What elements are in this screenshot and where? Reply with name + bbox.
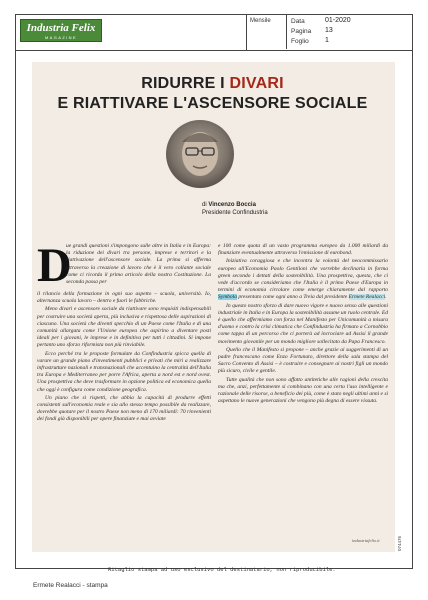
author-name: Vincenzo Boccia [208, 202, 256, 208]
side-code: 074476 [397, 536, 402, 552]
paragraph: Meno divari e ascensore sociale da riattivare sono requisiti indispensabili per costruire una società aperta, più inclusiva e rispettosa delle aspirazioni di ciascuno. Una società che diventi specchio di un Paese come l'Italia e di una comunità allargata come l'Unione europea che aspirino a diventare posti ideali per i giovani, le imprese e in definitiva per tutti i cittadini. Si impone pertanto uno sforzo riformista non più rinviabile. [37, 306, 211, 349]
author-role: Presidente Confindustria [202, 210, 268, 216]
highlight-symbola: Symbola [218, 294, 237, 301]
header-separator [246, 14, 247, 50]
paragraph-highlighted [218, 258, 388, 301]
paragraph: Ecco perché tra le proposte formulate da Confindustria spicca quella di varare un grande piano d'investimenti pubblici e privati che miri a realizzare infrastrutture nazionali e transnazionali che accentuino la centralità dell'Italia tra Europa e Mediterraneo per porre l'Africa, aperta a nord est e nord ovest. Una prospettiva che deve trasformare in opzione politica ed economica quella che oggi è configura come condizione geografica. [37, 350, 211, 393]
column-left [37, 291, 211, 425]
paragraph: il rilancio della formazione in ogni suo aspetto – scuola, università. Io, alternanza scuola lavoro – dentro e fuori le fabbriche. [37, 291, 211, 305]
clipping-disclaimer: Ritaglio stampa ad uso esclusivo del destinatario, non riproducibile. [108, 566, 336, 573]
paragraph: e 100 come quota di un vasto programma europeo da 1.000 miliardi da finanziare eventualmente attraverso l'emissione di eurobond. [218, 243, 388, 257]
text-run: Iniziativa coraggiosa e che incontra la volontà del neocommissario europeo all'Economia Paolo Gentiloni che vorrebbe declinarla in forma green secondo i dettati della sostenibilità. Una prospettiva, questa, che ci vede d'accordo se consideriamo che l'Italia è il primo Paese d'Europa in termini di economia circolare come emerge chiaramente dal rapporto [218, 258, 388, 294]
header-divider [15, 50, 413, 51]
text-run: . [385, 294, 387, 301]
paragraph: Quello che il Manifesto si propone – anche grazie ai suggerimenti di un padre francescano come Enzo Fortunato, direttore della sala stampa del Sacro Convento di Assisi – è costruire e consegnare ai nostri figli un mondo più sicuro, civile e gentile. [218, 346, 388, 375]
text-run: presentato come ogni anno a Treia dal presidente [236, 294, 349, 301]
paragraph-intro: ue grandi questioni s'impongono sulle altre in Italia e in Europa: la riduzione dei divari tra persone, imprese e territori e la riattivazione dell'ascensore sociale. La prima si afferma attraverso la creazione di lavoro che è il vero collante sociale come ci ricorda il primo articolo della nostra Costituzione. La seconda passa per [66, 243, 211, 286]
column-right [218, 243, 388, 406]
logo-title: Industria Felix [26, 22, 96, 34]
sheet-value: 1 [325, 37, 329, 44]
headline-prefix: RIDURRE I [141, 75, 230, 92]
headline-line2: E RIATTIVARE L'ASCENSORE SOCIALE [57, 95, 368, 112]
publication-logo [20, 19, 102, 42]
article-headline [40, 74, 385, 114]
headline-accent: DIVARI [229, 75, 284, 92]
logo-subtitle: MAGAZINE [44, 35, 78, 40]
paragraph: In questo nostro sforzo di dare nuovo vigore e nuovo senso alle questioni industriale in Italia e in Europa la sostenibilità assume un ruolo centrale. Ed è quello che affermiamo con forza nel Manifesto per Unicomunità a misura d'uomo e contro la crisi climatica che Confindustria ha firmato a Cornobbio come tappa di un percorso che ci porterà ad incrociare ad Assisi il grande movimento giovanile per un mondo migliore sollecitato da Papa Francesco. [218, 302, 388, 345]
author-portrait [166, 120, 234, 188]
frequency-label: Mensile [250, 18, 271, 24]
date-label: Data [291, 18, 305, 25]
sheet-label: Foglio [291, 38, 309, 45]
drop-cap: D [37, 239, 72, 292]
portrait-image [166, 120, 234, 188]
paragraph: Tutte qualità che non sono affatto antitetiche alle ragioni della crescita ma che, anzi, perfettamente si combinano con una certa l'uso intelligente e razionale delle risorse, a beneficio dei più, come è stato negli ultimi anni e si aspettano le nuove generazioni che vengono più degna di essere vissuta. [218, 376, 388, 405]
page-signature: industriafelix.it [352, 538, 380, 543]
byline [202, 201, 268, 217]
page-label: Pagina [291, 28, 312, 35]
highlight-realacci: Ermete Realacci [348, 294, 386, 301]
page-value: 13 [325, 27, 333, 34]
byline-prefix: di [202, 202, 209, 208]
clipping-label: Ermete Realacci - stampa [33, 582, 108, 589]
column-left-intro [66, 243, 211, 287]
paragraph: Un piano che si rispetti, che abbia la capacità di produrre effetti consistenti sull'economia reale e sia allo stesso tempo possibile da realizzare, dovrebbe quotare per il nostro Paese non meno di 170 miliardi: 70 rinvenienti dei fondi già disponibili per opere finanziate e mai avviate [37, 394, 211, 423]
date-value: 01-2020 [325, 17, 351, 24]
